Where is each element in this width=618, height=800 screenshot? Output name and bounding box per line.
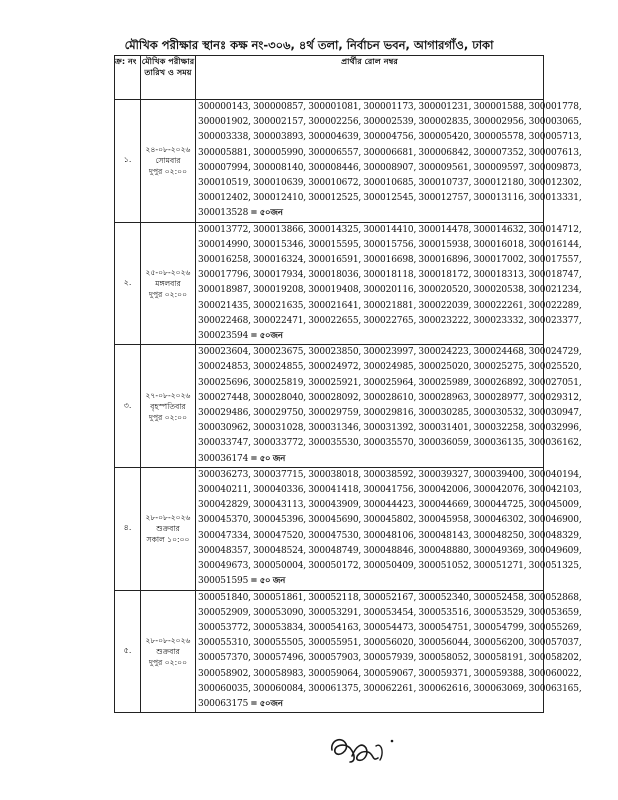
schedule-cell xyxy=(141,467,196,590)
roll-line: 300057370, 300057496, 300057903, 300057939, 300058052, 300058191, 300058202, xyxy=(198,653,582,664)
roll-line: 300001902, 300002157, 300002256, 300002539, 300002835, 300002956, 300003065, xyxy=(198,117,582,128)
roll-total-line xyxy=(198,452,543,467)
roll-line: 300018987, 300019208, 300019408, 300020116, 300020520, 300020538, 300021234, xyxy=(198,285,582,296)
roll-line: 300022468, 300022471, 300022655, 300022765, 300023222, 300023332, 300023377, xyxy=(198,315,582,326)
schedule-day: সোমবার xyxy=(155,156,181,166)
roll-numbers-cell xyxy=(196,467,582,590)
roll-total-line xyxy=(198,574,543,589)
roll-line: 300014990, 300015346, 300015595, 300015756, 300015938, 300016018, 300016144, xyxy=(198,239,582,250)
serial-cell: ১. xyxy=(115,100,141,223)
roll-line: 300048357, 300048524, 300048749, 300048846, 300048880, 300049369, 300049609, xyxy=(198,545,582,556)
roll-line: 300053772, 300053834, 300054163, 300054473, 300054751, 300054799, 300055269, xyxy=(198,622,582,633)
candidate-count: = ৫০জন xyxy=(250,698,283,709)
roll-line: 300024853, 300024855, 300024972, 300024985, 300025020, 300025275, 300025520, xyxy=(198,362,582,373)
serial-header: ক্র: নং xyxy=(115,56,141,100)
roll-line: 300021435, 300021635, 300021641, 300021881, 300022039, 300022261, 300022289, xyxy=(198,300,582,311)
table-row xyxy=(115,590,544,713)
table-row xyxy=(115,467,544,590)
roll-line: 300055310, 300055505, 300055951, 300056020, 300056044, 300056200, 300057037, xyxy=(198,638,582,649)
candidate-count: = ৫০জন xyxy=(250,208,283,219)
serial-cell: ৫. xyxy=(115,590,141,713)
roll-line: 300023604, 300023675, 300023850, 300023997, 300024223, 300024468, 300024729, xyxy=(198,347,582,358)
roll-line: 300033747, 300033772, 300035530, 300035570, 300036059, 300036135, 300036162, xyxy=(198,438,582,449)
schedule-date: ২৪-০৮-২০২৬ xyxy=(145,145,191,155)
roll-line: 300007994, 300008140, 300008446, 300008907, 300009561, 300009597, 300009873, xyxy=(198,162,582,173)
roll-line: 300051840, 300051861, 300052118, 300052167, 300052340, 300052458, 300052868, xyxy=(198,592,582,603)
page-title: মৌখিক পরীক্ষার স্থানঃ কক্ষ নং-৩০৬, ৪র্থ তলা, নির্বাচন ভবন, আগারগাঁও, ঢাকা xyxy=(124,38,494,52)
interview-schedule-table xyxy=(114,55,582,713)
roll-line: 300012402, 300012410, 300012525, 300012545, 300012757, 300013116, 300013331, xyxy=(198,193,582,204)
schedule-cell xyxy=(141,222,196,345)
candidate-count: = ৫০জন xyxy=(250,331,283,342)
roll-line: 300047334, 300047520, 300047530, 300048106, 300048143, 300048250, 300048329, xyxy=(198,530,582,541)
last-roll: 300063175 xyxy=(198,698,249,709)
schedule-time: সকাল ১০:০০ xyxy=(146,535,190,545)
schedule-day: শুক্রবার xyxy=(156,524,180,534)
serial-cell: ৩. xyxy=(115,345,141,468)
roll-line: 300030962, 300031028, 300031346, 300031392, 300031401, 300032258, 300032996, xyxy=(198,423,582,434)
date-header: মৌখিক পরীক্ষার তারিখ ও সময় xyxy=(141,56,196,100)
roll-line: 300052909, 300053090, 300053291, 300053454, 300053516, 300053529, 300053659, xyxy=(198,607,582,618)
table-row xyxy=(115,100,544,223)
schedule-day: বৃহস্পতিবার xyxy=(150,401,186,411)
roll-line: 300013772, 300013866, 300014325, 300014410, 300014478, 300014632, 300014712, xyxy=(198,224,582,235)
roll-numbers-cell xyxy=(196,345,582,468)
schedule-cell xyxy=(141,100,196,223)
schedule-time: দুপুর ০২:০০ xyxy=(148,657,188,667)
schedule-time: দুপুর ০২:০০ xyxy=(148,167,188,177)
roll-line: 300000143, 300000857, 300001081, 300001173, 300001231, 300001588, 300001778, xyxy=(198,102,582,112)
roll-numbers-cell xyxy=(196,222,582,345)
schedule-day: শুক্রবার xyxy=(156,646,180,656)
roll-total-line xyxy=(198,206,543,221)
roll-total-line xyxy=(198,697,543,712)
candidate-count: = ৫০ জন xyxy=(250,576,286,587)
roll-line: 300040211, 300040336, 300041418, 300041756, 300042006, 300042076, 300042103, xyxy=(198,485,582,496)
roll-line: 300017796, 300017934, 300018036, 300018118, 300018172, 300018313, 300018747, xyxy=(198,270,582,281)
last-roll: 300013528 xyxy=(198,208,249,219)
table-row xyxy=(115,222,544,345)
schedule-time: দুপুর ০২:০০ xyxy=(148,289,188,299)
roll-line: 300036273, 300037715, 300038018, 300038592, 300039327, 300039400, 300040194, xyxy=(198,469,582,480)
roll-line: 300058902, 300058983, 300059064, 300059067, 300059371, 300059388, 300060022, xyxy=(198,668,582,679)
schedule-date: ২৭-০৮-২০২৬ xyxy=(145,390,191,400)
schedule-day: মঙ্গলবার xyxy=(155,278,181,288)
roll-line: 300016258, 300016324, 300016591, 300016698, 300016896, 300017002, 300017557, xyxy=(198,255,582,266)
roll-total-line xyxy=(198,329,543,344)
serial-cell: ২. xyxy=(115,222,141,345)
schedule-time: দুপুর ০২:০০ xyxy=(148,412,188,422)
roll-line: 300045370, 300045396, 300045690, 300045802, 300045958, 300046302, 300046900, xyxy=(198,515,582,526)
roll-line: 300025696, 300025819, 300025921, 300025964, 300025989, 300026892, 300027051, xyxy=(198,377,582,388)
roll-line: 300042829, 300043113, 300043909, 300044423, 300044669, 300044725, 300045009, xyxy=(198,500,582,511)
schedule-date: ২৮-০৮-২০২৬ xyxy=(145,513,191,523)
last-roll: 300036174 xyxy=(198,453,249,464)
roll-line: 300060035, 300060084, 300061375, 300062261, 300062616, 300063069, 300063165, xyxy=(198,683,582,694)
schedule-date: ২৫-০৮-২০২৬ xyxy=(145,267,191,277)
candidate-count: = ৫০ জন xyxy=(250,453,286,464)
table-row xyxy=(115,345,544,468)
roll-line: 300010519, 300010639, 300010672, 300010685, 300010737, 300012180, 300012302, xyxy=(198,178,582,189)
roll-line: 300027448, 300028040, 300028092, 300028610, 300028963, 300028977, 300029312, xyxy=(198,392,582,403)
schedule-cell xyxy=(141,590,196,713)
last-roll: 300023594 xyxy=(198,331,249,342)
schedule-cell xyxy=(141,345,196,468)
table-header-row xyxy=(115,56,544,100)
roll-line: 300049673, 300050004, 300050172, 300050409, 300051052, 300051271, 300051325, xyxy=(198,561,582,572)
roll-line: 300003338, 300003893, 300004639, 300004756, 300005420, 300005578, 300005713, xyxy=(198,132,582,143)
roll-line: 300029486, 300029750, 300029759, 300029816, 300030285, 300030532, 300030947, xyxy=(198,408,582,419)
last-roll: 300051595 xyxy=(198,576,249,587)
roll-line: 300005881, 300005990, 300006557, 300006681, 300006842, 300007352, 300007613, xyxy=(198,147,582,158)
roll-header: প্রার্থীর রোল নম্বর xyxy=(196,56,544,100)
roll-numbers-cell xyxy=(196,590,582,713)
roll-numbers-cell xyxy=(196,100,582,223)
signature xyxy=(326,732,406,772)
serial-cell: ৪. xyxy=(115,467,141,590)
schedule-date: ২৮-০৮-২০২৬ xyxy=(145,635,191,645)
